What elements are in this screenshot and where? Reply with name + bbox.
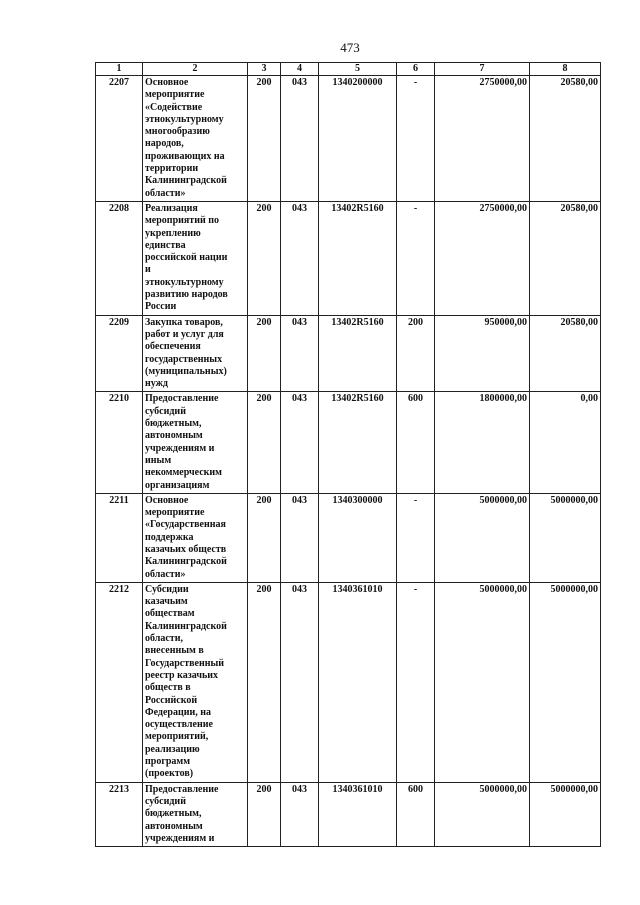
target-article-cell: 1340300000: [319, 493, 397, 582]
item-name-cell: [143, 392, 248, 493]
column-header: 2: [143, 63, 248, 76]
amount-plan-cell: 1800000,00: [435, 392, 530, 493]
amount-actual-cell: 20580,00: [530, 315, 601, 392]
amount-plan-cell: 5000000,00: [435, 782, 530, 846]
row-number-cell: 2211: [96, 493, 143, 582]
row-number-cell: 2208: [96, 201, 143, 315]
section-code-cell: 043: [281, 76, 319, 202]
expense-type-cell: -: [397, 582, 435, 782]
table-row: [96, 582, 601, 782]
section-code-cell: 043: [281, 782, 319, 846]
item-name-cell: [143, 76, 248, 202]
section-code-cell: 043: [281, 582, 319, 782]
budget-table: [95, 62, 601, 847]
column-header: 3: [248, 63, 281, 76]
row-number-cell: 2209: [96, 315, 143, 392]
table-row: [96, 493, 601, 582]
expense-type-cell: -: [397, 76, 435, 202]
amount-plan-cell: 950000,00: [435, 315, 530, 392]
table-row: [96, 201, 601, 315]
item-name-cell: [143, 582, 248, 782]
column-header: 7: [435, 63, 530, 76]
item-name-text: Предоставление субсидий бюджетным, автономным учреждениям и: [145, 783, 219, 844]
column-header: 5: [319, 63, 397, 76]
target-article-cell: 13402R5160: [319, 201, 397, 315]
amount-plan-cell: 5000000,00: [435, 582, 530, 782]
item-name-text: Основное мероприятие «Содействие этнокультурному многообразию народов, проживающих на территории Калининградской области»: [145, 77, 227, 199]
column-header: 1: [96, 63, 143, 76]
amount-plan-cell: 2750000,00: [435, 201, 530, 315]
ministry-code-cell: 200: [248, 582, 281, 782]
table-row: [96, 315, 601, 392]
target-article-cell: 1340361010: [319, 782, 397, 846]
expense-type-cell: -: [397, 493, 435, 582]
section-code-cell: 043: [281, 392, 319, 493]
row-number-cell: 2212: [96, 582, 143, 782]
expense-type-cell: 600: [397, 392, 435, 493]
item-name-cell: [143, 782, 248, 846]
item-name-text: Основное мероприятие «Государственная поддержка казачьих обществ Калининградской области»: [145, 494, 227, 580]
amount-plan-cell: 2750000,00: [435, 76, 530, 202]
table-row: [96, 782, 601, 846]
ministry-code-cell: 200: [248, 782, 281, 846]
row-number-cell: 2207: [96, 76, 143, 202]
amount-actual-cell: 20580,00: [530, 201, 601, 315]
row-number-cell: 2213: [96, 782, 143, 846]
item-name-text: Закупка товаров, работ и услуг для обеспечения государственных (муниципальных) нужд: [145, 316, 227, 390]
item-name-text: Субсидии казачьим обществам Калининградской области, внесенным в Государственный реестр казачьих обществ в Российской Федерации, на осуществление мероприятий, реализацию программ (проектов): [145, 583, 227, 780]
amount-actual-cell: 5000000,00: [530, 582, 601, 782]
target-article-cell: 1340361010: [319, 582, 397, 782]
column-header: 6: [397, 63, 435, 76]
ministry-code-cell: 200: [248, 201, 281, 315]
target-article-cell: 13402R5160: [319, 392, 397, 493]
ministry-code-cell: 200: [248, 392, 281, 493]
item-name-cell: [143, 201, 248, 315]
amount-actual-cell: 5000000,00: [530, 493, 601, 582]
row-number-cell: 2210: [96, 392, 143, 493]
section-code-cell: 043: [281, 201, 319, 315]
item-name-text: Реализация мероприятий по укреплению единства российской нации и этнокультурному развитию народов России: [145, 202, 228, 313]
expense-type-cell: 200: [397, 315, 435, 392]
amount-actual-cell: 0,00: [530, 392, 601, 493]
page-number: 473: [340, 40, 360, 55]
target-article-cell: 1340200000: [319, 76, 397, 202]
target-article-cell: 13402R5160: [319, 315, 397, 392]
amount-actual-cell: 20580,00: [530, 76, 601, 202]
header-row: [96, 63, 601, 76]
expense-type-cell: 600: [397, 782, 435, 846]
table-row: [96, 392, 601, 493]
amount-actual-cell: 5000000,00: [530, 782, 601, 846]
ministry-code-cell: 200: [248, 76, 281, 202]
item-name-text: Предоставление субсидий бюджетным, автономным учреждениям и иным некоммерческим организациям: [145, 393, 222, 491]
item-name-cell: [143, 493, 248, 582]
ministry-code-cell: 200: [248, 493, 281, 582]
section-code-cell: 043: [281, 315, 319, 392]
expense-type-cell: -: [397, 201, 435, 315]
column-header: 4: [281, 63, 319, 76]
amount-plan-cell: 5000000,00: [435, 493, 530, 582]
table-row: [96, 76, 601, 202]
item-name-cell: [143, 315, 248, 392]
ministry-code-cell: 200: [248, 315, 281, 392]
column-header: 8: [530, 63, 601, 76]
section-code-cell: 043: [281, 493, 319, 582]
